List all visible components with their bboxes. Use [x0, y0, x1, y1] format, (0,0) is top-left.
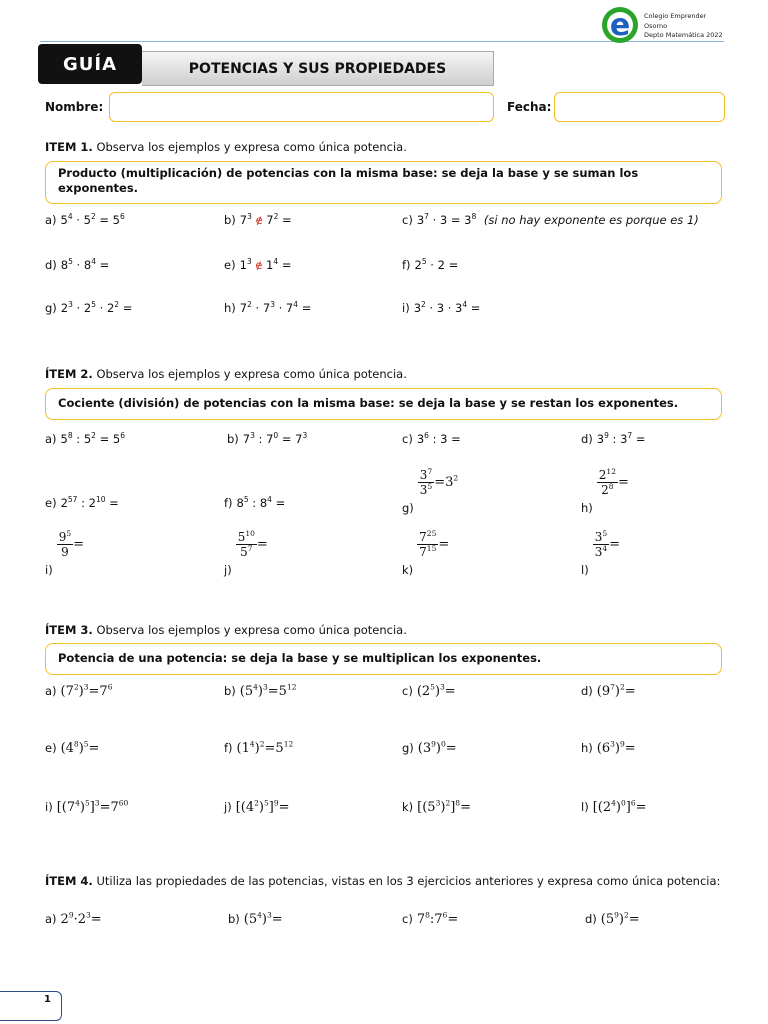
school-dept: Depto Matemática 2022: [644, 31, 723, 39]
exercise-1i: i) $3^2 \cdot 3 \cdot 3^4$ =: [402, 300, 481, 315]
fecha-label: Fecha:: [507, 100, 552, 114]
exercise-1b: b) $7^3$ ɇ $7^2$ =: [224, 212, 292, 227]
exercise-2k: k) $\frac{7^{25}}{7^{15}}$ =: [402, 529, 450, 577]
exercise-3b: b) $(5^4)^3=5^{12}$: [224, 682, 297, 699]
guia-badge: GUÍA: [38, 44, 142, 84]
exercise-4b: b) $(5^4)^3=$: [228, 910, 283, 927]
page-number: 1: [0, 991, 62, 1021]
exercise-3d: d) $(9^7)^2=$: [581, 682, 636, 699]
exercise-2a: a) $5^8$ : $5^2 = 5^6$: [45, 431, 125, 446]
exercise-1f: f) $2^5 \cdot 2$ =: [402, 257, 459, 272]
school-info: [644, 12, 723, 41]
exercise-2g: g) $\frac{3^7}{3^5}$ $=3^2$: [402, 467, 459, 515]
exercise-1e: e) $1^3$ ɇ $1^4$ =: [224, 257, 292, 272]
exercise-4a: a) $2^9\cdot 2^3=$: [45, 910, 102, 927]
exercise-2i: i) $\frac{9^5}{9}$ =: [45, 529, 85, 577]
item1-rule: Producto (multiplicación) de potencias con la misma base: se deja la base y se suman los exponentes.: [45, 161, 722, 204]
nombre-label: Nombre:: [45, 100, 104, 114]
exercise-2b: b) $7^3$ : $7^0 = 7^3$: [227, 431, 308, 446]
svg-text:e: e: [609, 8, 631, 43]
exercise-3c: c) $(2^5)^3=$: [402, 682, 456, 699]
exercise-3e: e) $(4^8)^5=$: [45, 739, 100, 756]
exercise-2e: e) $2^{57}$ : $2^{10}$ =: [45, 495, 119, 510]
exercise-1c: c) $3^7 \cdot 3 = 3^8$ (si no hay exponente es porque es 1): [402, 212, 699, 227]
item1-heading: ITEM 1. Observa los ejemplos y expresa como única potencia.: [45, 140, 407, 154]
exercise-3i: i) $[(7^4)^5]^3=7^{60}$: [45, 798, 129, 815]
exercise-1d: d) $8^5 \cdot 8^4$ =: [45, 257, 110, 272]
exercise-3j: j) $[(4^2)^5]^9=$: [224, 798, 290, 815]
exercise-2d: d) $3^9$ : $3^7$ =: [581, 431, 646, 446]
school-name: Colegio Emprender: [644, 12, 707, 20]
exercise-4d: d) $(5^9)^2=$: [585, 910, 640, 927]
school-city: Osorno: [644, 21, 668, 30]
exercise-2l: l) $\frac{3^5}{3^4}$ =: [581, 529, 621, 577]
exercise-2f: f) $8^5$ : $8^4$ =: [224, 495, 286, 510]
exercise-3g: g) $(3^9)^0=$: [402, 739, 457, 756]
item2-heading: ÍTEM 2. Observa los ejemplos y expresa como única potencia.: [45, 367, 407, 381]
item1-note: (si no hay exponente es porque es 1): [483, 213, 699, 227]
exercise-3h: h) $(6^3)^9=$: [581, 739, 636, 756]
item3-heading: ÍTEM 3. Observa los ejemplos y expresa como única potencia.: [45, 623, 407, 637]
exercise-2j: j) $\frac{5^{10}}{5^7}$ =: [224, 529, 268, 577]
exercise-2h: h) $\frac{2^{12}}{2^8}$ =: [581, 467, 629, 515]
item2-rule: Cociente (división) de potencias con la misma base: se deja la base y se restan los exponentes.: [45, 388, 722, 420]
item3-rule: Potencia de una potencia: se deja la base y se multiplican los exponentes.: [45, 643, 722, 675]
exercise-1g: g) $2^3 \cdot 2^5 \cdot 2^2$ =: [45, 300, 133, 315]
fecha-field[interactable]: [554, 92, 725, 122]
exercise-3f: f) $(1^4)^2=5^{12}$: [224, 739, 294, 756]
page-title: POTENCIAS Y SUS PROPIEDADES: [142, 51, 494, 86]
exercise-1h: h) $7^2 \cdot 7^3 \cdot 7^4$ =: [224, 300, 312, 315]
nombre-field[interactable]: [109, 92, 494, 122]
exercise-3l: l) $[(2^4)^0]^6=$: [581, 798, 647, 815]
exercise-3a: a) $(7^2)^3=7^6$: [45, 682, 113, 699]
school-logo-icon: [601, 6, 639, 44]
item4-heading: ÍTEM 4. Utiliza las propiedades de las potencias, vistas en los 3 ejercicios anteriores y expresa como única potencia:: [45, 874, 721, 888]
exercise-2c: c) $3^6$ : 3 =: [402, 431, 461, 446]
exercise-3k: k) $[(5^3)^2]^8=$: [402, 798, 471, 815]
exercise-4c: c) $7^8:7^6=$: [402, 910, 459, 927]
exercise-1a: a) $5^4 \cdot 5^2 = 5^6$: [45, 212, 125, 227]
